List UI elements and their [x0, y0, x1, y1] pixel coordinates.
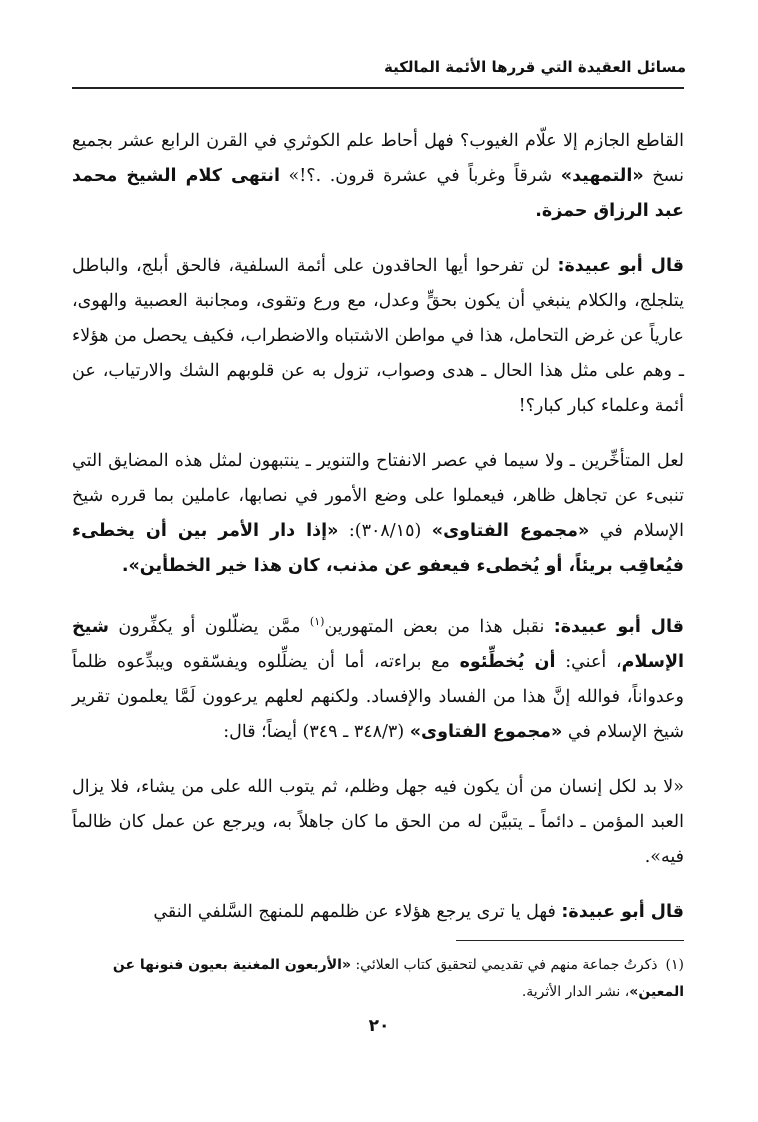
text-segment: لن تفرحوا أيها الحاقدون على أئمة السلفية، فالحق أبلج، والباطل يتلجلج، والكلام ينبغي أن يكون بحقٍّ وعدل، مع ورع وتقوى، ومجانبة العصبية والهوى، عارياً عن غرض التحامل، هذا في مواطن الاشتباه والاضطراب، فكيف يحصل من هؤلاء ـ وهم على مثل هذا الحال ـ هدى وصواب، تزول به عن قلوبهم الشك والارتياب، عن أئمة وعلماء كبار كبار؟!: [72, 256, 685, 416]
bold-text-segment: «مجموع الفتاوى»: [409, 721, 563, 742]
page-number: ٢٠: [368, 1016, 390, 1036]
text-segment: ممَّن يضلّلون أو يكفِّرون: [108, 616, 310, 637]
text-segment: ، نشر الدار الأثرية.: [521, 984, 630, 1000]
footnote-marker: (١): [309, 615, 325, 628]
bold-text-segment: شيخ الإسلام: [72, 616, 684, 672]
bold-text-segment: أن يُخطِّئوه: [459, 651, 556, 672]
footnote-number: (١): [665, 957, 684, 973]
footnote: [72, 952, 684, 1006]
text-segment: القاطع الجازم إلا علّام الغيوب؟ فهل أحاط علم الكوثري في القرن الرابع عشر بجميع نسخ: [72, 131, 685, 186]
paragraph: [72, 249, 684, 424]
paragraph: [72, 770, 684, 875]
text-segment: نقبل هذا من بعض المتهورين: [324, 616, 554, 637]
bold-text-segment: قال أبو عبيدة:: [561, 901, 684, 922]
running-header-title: مسائل العقيدة التي قررها الأئمة المالكية: [383, 58, 686, 76]
paragraph: [72, 604, 684, 750]
text-segment: ذكرتُ جماعة منهم في تقديمي لتحقيق كتاب العلائي:: [351, 957, 658, 973]
text-segment: مع براءته، أما أن يضلِّلوه ويفسّقوه ويبدِّعوه ظلماً وعدواناً، فوالله إنَّ هذا من الفساد والإفساد. ولكنهم لعلهم يرعوون لَمَّا يعلمون تقرير شيخ الإسلام في: [72, 651, 684, 742]
text-segment: (٣٠٨/١٥):: [338, 521, 432, 541]
bold-text-segment: «الأربعون المغنية بعيون فنونها عن المعين»: [112, 957, 684, 1000]
bold-text-segment: «إذا دار الأمر بين أن يخطىء فيُعاقِب بريئاً، أو يُخطىء فيعفو عن مذنب، كان هذا خير الخطأين».: [72, 521, 684, 576]
paragraph: [72, 444, 684, 584]
bold-text-segment: قال أبو عبيدة:: [553, 616, 684, 637]
bold-text-segment: انتهى كلام الشيخ محمد عبد الرزاق حمزة.: [72, 166, 684, 221]
main-text: [72, 124, 684, 950]
text-segment: شرقاً وغرباً في عشرة قرون. .؟!»: [279, 166, 561, 186]
text-segment: فهل يا ترى يرجع هؤلاء عن ظلمهم للمنهج السَّلفي النقي: [153, 901, 562, 922]
paragraph: [72, 124, 684, 229]
text-segment: (٣٤٨/٣ ـ ٣٤٩) أيضاً؛ قال:: [223, 721, 410, 742]
bold-text-segment: «مجموع الفتاوى»: [431, 521, 590, 541]
text-segment: «لا بد لكل إنسان من أن يكون فيه جهل وظلم، ثم يتوب الله على من يشاء، فلا يزال العبد المؤمن ـ دائماً ـ يتبيَّن له من الحق ما كان جاهلاً به، ويرجع عن عمل كان ظالماً فيه».: [72, 776, 684, 867]
text-segment: ، أعني:: [555, 651, 622, 672]
bold-text-segment: قال أبو عبيدة:: [557, 256, 684, 276]
bold-text-segment: «التمهيد»: [560, 166, 644, 186]
footnote-text: [113, 957, 684, 1000]
footnote-divider: [456, 940, 684, 941]
header-divider: [72, 87, 684, 89]
text-segment: لعل المتأخِّرين ـ ولا سيما في عصر الانفتاح والتنوير ـ ينتبهون لمثل هذه المضايق التي تنبىء عن تجاهل ظاهر، فيعملوا على وضع الأمور في نصابها، عاملين بما قرره شيخ الإسلام في: [72, 451, 684, 541]
paragraph: [72, 895, 684, 930]
